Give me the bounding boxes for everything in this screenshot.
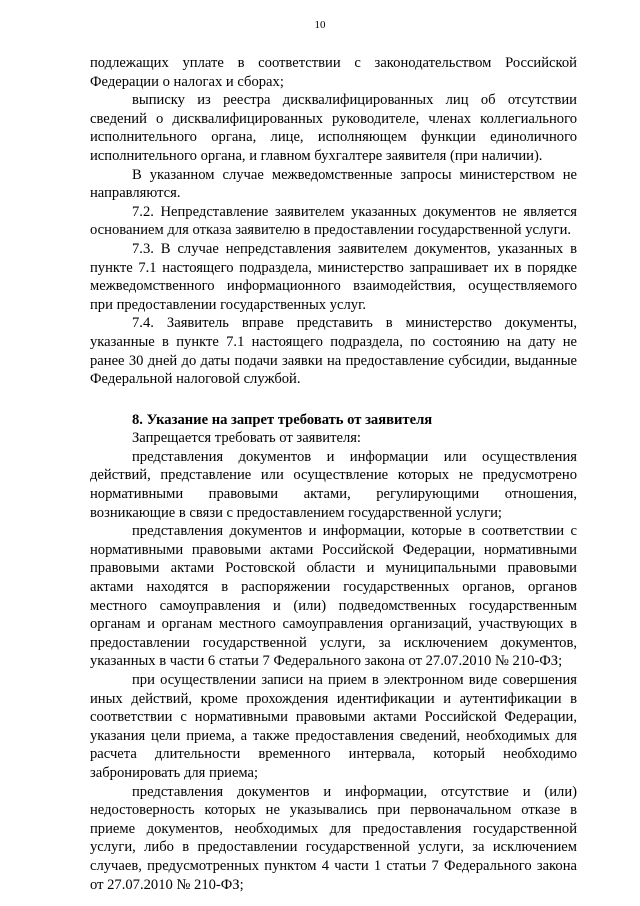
page-number: 10 xyxy=(314,19,326,31)
paragraph: 7.4. Заявитель вправе представить в министерство документы, указанные в пункте 7.1 настоящего подраздела, по состоянию на дату не ранее 30 дней до даты подачи заявки на предоставление субсидии, выданные Федеральной налоговой службой. xyxy=(90,315,577,388)
paragraph: Запрещается требовать от заявителя: xyxy=(132,430,361,447)
section-heading: 8. Указание на запрет требовать от заявителя xyxy=(132,411,433,428)
paragraph: В указанном случае межведомственные запросы министерством не направляются. xyxy=(90,166,577,202)
paragraph: представления документов и информации, отсутствие и (или) недостоверность которых не указывались при первоначальном отказе в приеме документов, необходимых для предоставления государственной услуги, либо в предоставлении государственной услуги, за исключением случаев, предусмотренных пунктом 4 части 1 статьи 7 Федерального закона от 27.07.2010 № 210-ФЗ; xyxy=(90,783,577,893)
paragraph: при осуществлении записи на прием в электронном виде совершения иных действий, кроме прохождения идентификации и аутентификации в соответствии с нормативными правовыми актами Российской Федерации, указания цели приема, а также предоставления сведений, необходимых для расчета длительности временного интервала, который необходимо забронировать для приема; xyxy=(90,672,577,781)
paragraph: представления документов и информации, которые в соответствии с нормативными правовыми актами Российской Федерации, нормативными правовыми актами Ростовской области и муниципальными правовыми актами находятся в распоряжении государственных органов, органов местного самоуправления и (или) подведомственных государственным органам и органам местного самоуправления организаций, участвующих в предоставлении государственной услуги, за исключением документов, указанных в части 6 статьи 7 Федерального закона от 27.07.2010 № 210-ФЗ; xyxy=(90,523,577,670)
paragraph: выписку из реестра дисквалифицированных лиц об отсутствии сведений о дисквалифицированных руководителе, членах коллегиального исполнительного органа, лице, исполняющем функции единоличного исполнительного органа, и главном бухгалтере заявителя (при наличии). xyxy=(90,92,577,164)
document-body xyxy=(90,54,577,894)
paragraph: представления документов и информации или осуществления действий, представление или осуществление которых не предусмотрено нормативными правовыми актами, регулирующими отношения, возникающие в связи с предоставлением государственной услуги; xyxy=(90,448,577,521)
paragraph: 7.3. В случае непредставления заявителем документов, указанных в пункте 7.1 настоящего подраздела, министерство запрашивает их в порядке межведомственного информационного взаимодействия, осуществляемого при предоставлении государственных услуг. xyxy=(90,240,577,313)
paragraph: подлежащих уплате в соответствии с законодательством Российской Федерации о налогах и сборах; xyxy=(90,55,577,90)
section-spacer xyxy=(90,389,577,411)
paragraph: 7.2. Непредставление заявителем указанных документов не является основанием для отказа заявителю в предоставлении государственной услуги. xyxy=(90,203,577,239)
